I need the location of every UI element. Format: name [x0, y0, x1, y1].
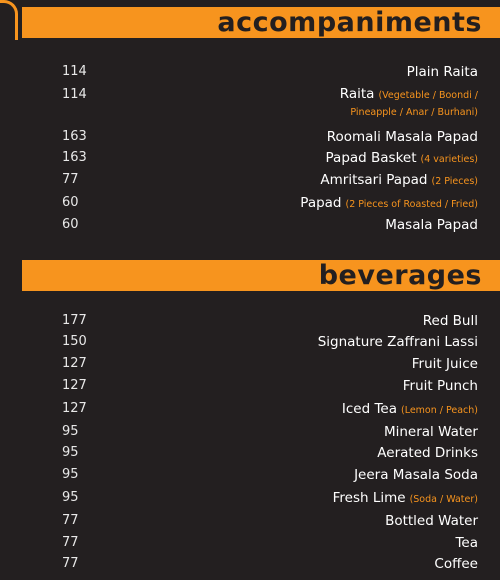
menu-item	[0, 511, 500, 531]
item-name: Masala Papad	[385, 217, 478, 233]
menu-item	[0, 170, 500, 190]
item-name: Roomali Masala Papad	[326, 129, 478, 145]
menu-item	[0, 554, 500, 574]
item-name: Papad Basket	[325, 150, 417, 166]
item-name: Fruit Punch	[402, 378, 478, 394]
item-price: 163	[62, 150, 87, 165]
item-price: 95	[62, 445, 79, 460]
menu-item	[0, 62, 500, 82]
menu-item	[0, 465, 500, 485]
section-title: accompaniments	[217, 7, 482, 38]
item-price: 77	[62, 172, 79, 187]
menu-item	[0, 148, 500, 168]
section-title: beverages	[318, 260, 482, 291]
item-name: Plain Raita	[406, 64, 478, 80]
menu-item	[0, 533, 500, 553]
item-note: (Vegetable / Boondi /	[378, 90, 478, 101]
item-price: 95	[62, 467, 79, 482]
item-name: Fresh Lime	[332, 490, 406, 506]
item-name: Fruit Juice	[411, 356, 478, 372]
menu-item	[0, 488, 500, 508]
item-note-continued: Pineapple / Anar / Burhani)	[350, 107, 478, 118]
item-name: Jeera Masala Soda	[354, 467, 478, 483]
item-price: 163	[62, 129, 87, 144]
item-name: Coffee	[434, 556, 478, 572]
item-price: 77	[62, 556, 79, 571]
item-price: 95	[62, 490, 79, 505]
item-name: Raita	[339, 86, 375, 102]
item-note: (Lemon / Peach)	[400, 405, 478, 416]
item-note: (2 Pieces of Roasted / Fried)	[345, 199, 478, 210]
menu-item	[0, 193, 500, 213]
menu-item	[0, 354, 500, 374]
item-price: 77	[62, 535, 79, 550]
menu-item	[0, 86, 500, 122]
item-price: 114	[62, 87, 87, 102]
menu-item	[0, 215, 500, 235]
item-note: (Soda / Water)	[409, 494, 478, 505]
item-price: 77	[62, 513, 79, 528]
item-price: 150	[62, 334, 87, 349]
item-price: 127	[62, 356, 87, 371]
item-price: 114	[62, 64, 87, 79]
item-price: 95	[62, 424, 79, 439]
item-name: Mineral Water	[383, 424, 478, 440]
item-name: Aerated Drinks	[377, 445, 478, 461]
item-name: Amritsari Papad	[320, 172, 428, 188]
menu-item	[0, 443, 500, 463]
menu-item	[0, 376, 500, 396]
item-name: Tea	[455, 535, 478, 551]
menu-item	[0, 422, 500, 442]
item-price: 127	[62, 401, 87, 416]
item-name: Signature Zaffrani Lassi	[317, 334, 478, 350]
item-name: Iced Tea	[341, 401, 397, 417]
menu-item	[0, 311, 500, 331]
item-name: Red Bull	[422, 313, 478, 329]
section-header-beverages	[22, 260, 500, 291]
item-note: (2 Pieces)	[431, 176, 478, 187]
item-price: 60	[62, 195, 79, 210]
item-note: (4 varieties)	[420, 154, 478, 165]
menu-item	[0, 127, 500, 147]
item-name: Bottled Water	[385, 513, 478, 529]
item-price: 60	[62, 217, 79, 232]
decorative-corner	[0, 0, 18, 40]
section-header-accompaniments	[22, 7, 500, 38]
menu-item	[0, 332, 500, 352]
item-name: Papad	[300, 195, 342, 211]
item-price: 177	[62, 313, 87, 328]
menu-item	[0, 399, 500, 419]
item-price: 127	[62, 378, 87, 393]
